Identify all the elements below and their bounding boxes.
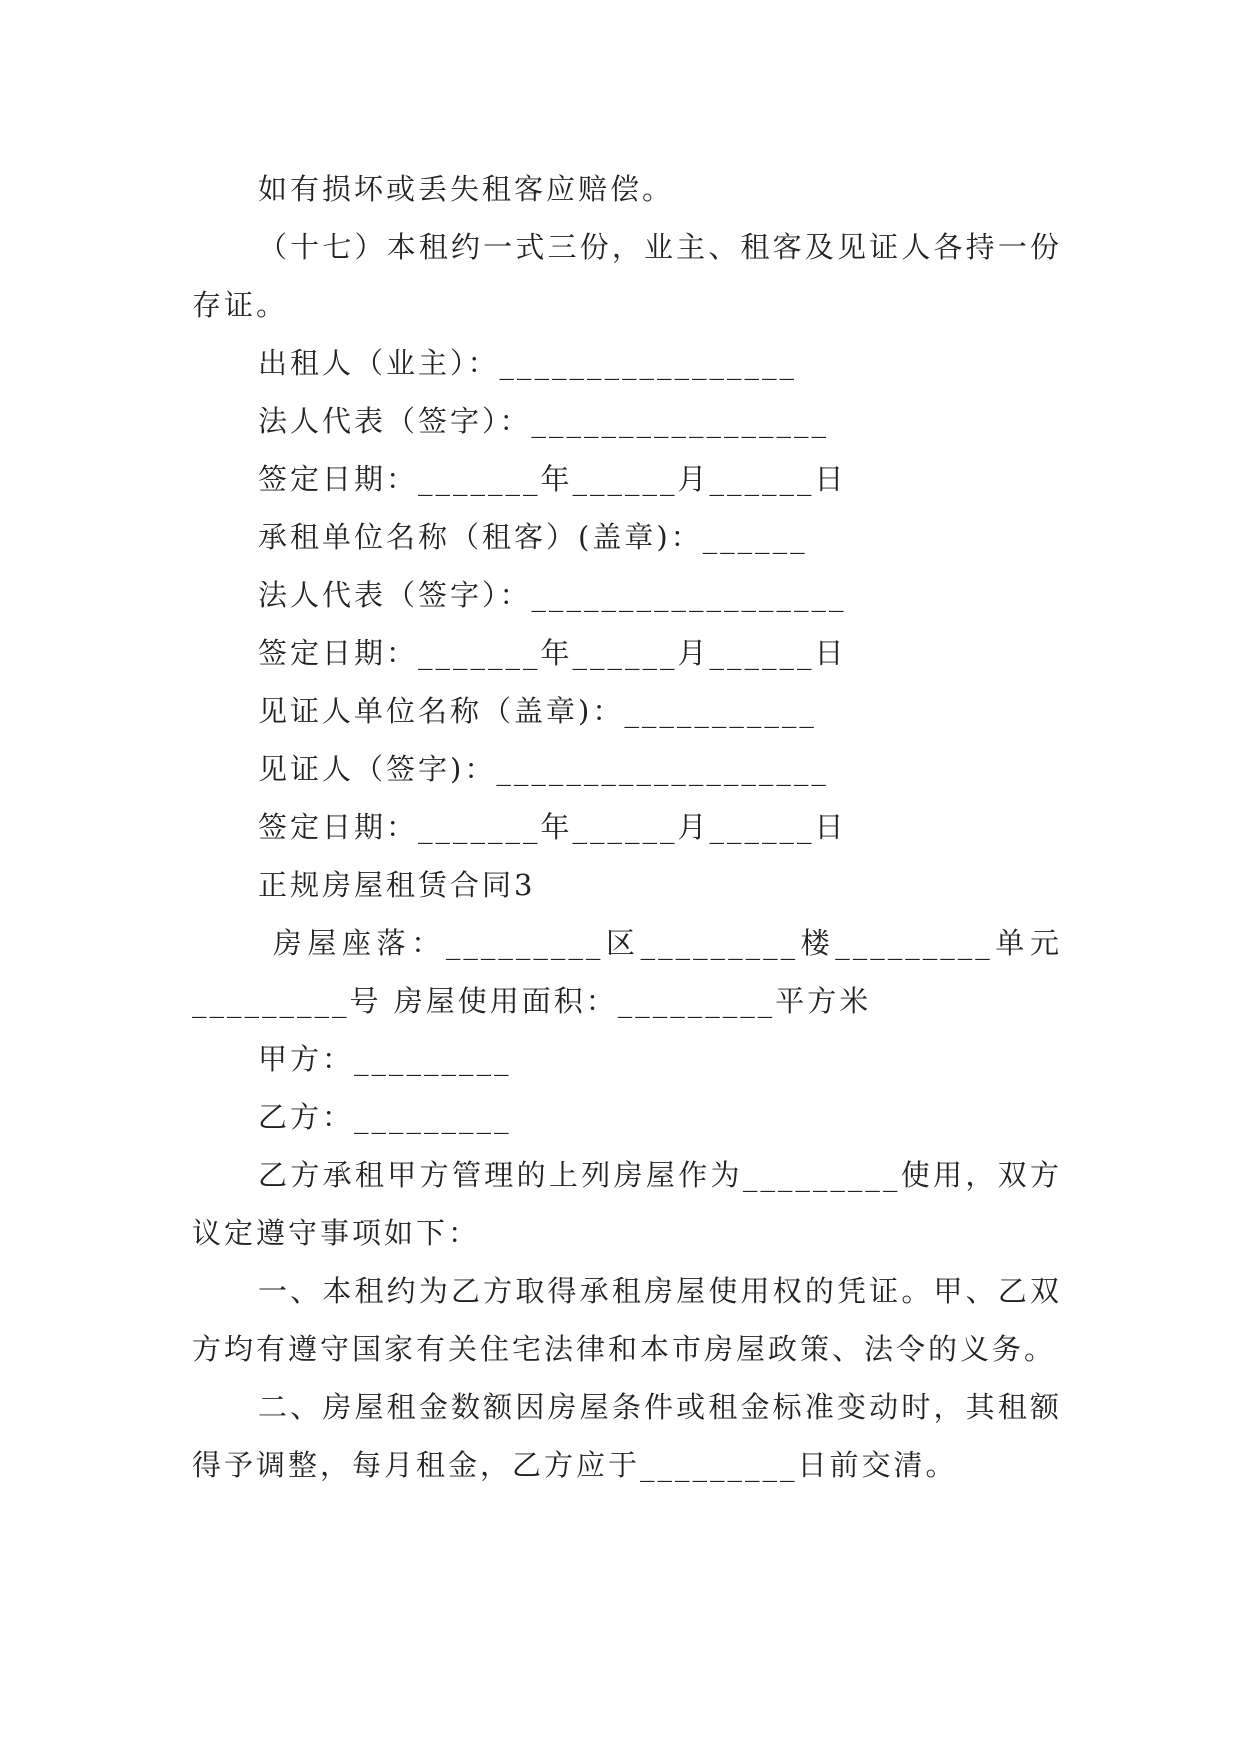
signature-lessor-legal-rep: 法人代表（签字）：_________________: [258, 404, 830, 438]
signature-witness-date: 签定日期：_______年______月______日: [258, 810, 847, 844]
paragraph-copies-clause: （十七）本租约一式三份，业主、租客及见证人各持一份存证。: [192, 230, 1062, 322]
clause-one: 一、本租约为乙方取得承租房屋使用权的凭证。甲、乙双方均有遵守国家有关住宅法律和本市房屋政策、法令的义务。: [192, 1274, 1062, 1366]
signature-witness: 见证人（签字)：___________________: [258, 752, 829, 786]
paragraph-lease-purpose: 乙方承租甲方管理的上列房屋作为_________使用，双方议定遵守事项如下：: [192, 1158, 1062, 1250]
paragraph-property-location: 房屋座落：_________区_________楼_________单元_________号 房屋使用面积：_________平方米: [192, 926, 1062, 1018]
clause-two: 二、房屋租金数额因房屋条件或租金标准变动时，其租额得予调整，每月租金，乙方应于_________日前交清。: [192, 1390, 1062, 1482]
signature-lessor: 出租人（业主）：_________________: [258, 346, 798, 380]
party-a-line: 甲方：_________: [258, 1042, 512, 1076]
signature-lessor-date: 签定日期：_______年______月______日: [258, 462, 847, 496]
signature-lessee-legal-rep: 法人代表（签字）：__________________: [258, 578, 847, 612]
paragraph-damage-compensation: 如有损坏或丢失租客应赔偿。: [258, 172, 675, 206]
signature-lessee-unit: 承租单位名称（租客）(盖章)：______: [258, 520, 808, 554]
document-body: [192, 160, 1062, 1494]
party-b-line: 乙方：_________: [258, 1100, 512, 1134]
signature-witness-unit: 见证人单位名称（盖章)：___________: [258, 694, 817, 728]
section-title-contract-3: 正规房屋租赁合同3: [258, 868, 536, 902]
signature-lessee-date: 签定日期：_______年______月______日: [258, 636, 847, 670]
